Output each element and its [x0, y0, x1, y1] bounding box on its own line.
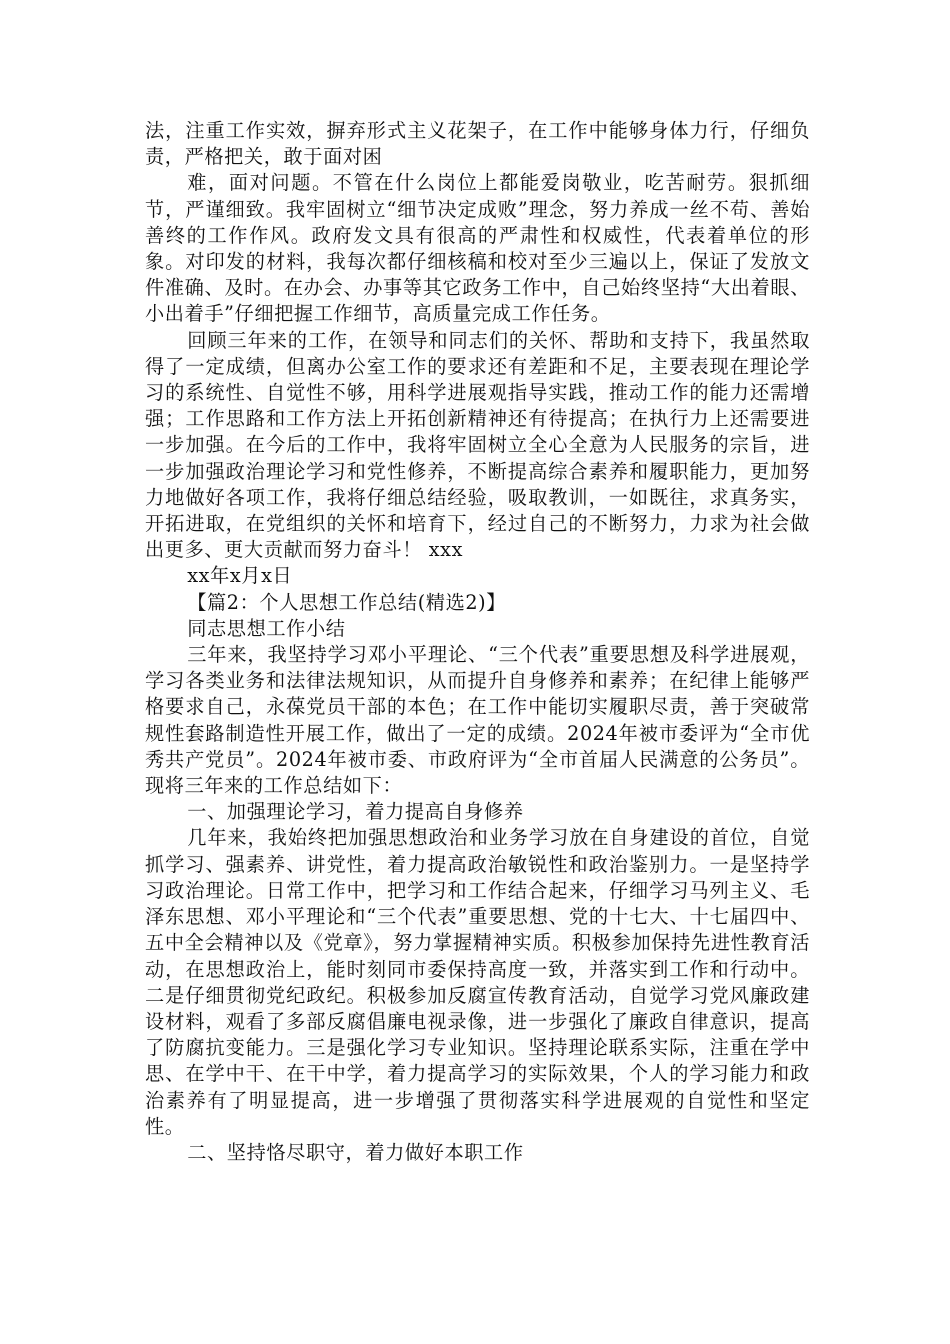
document-body [145, 118, 810, 1166]
section-title: 【篇2：个人思想工作总结(精选2)】 [187, 590, 507, 614]
paragraph-review: 回顾三年来的工作，在领导和同志们的关怀、帮助和支持下，我虽然取得了一定成绩，但离办公室工作的要求还有差距和不足，主要表现在理论学习的系统性、自觉性不够，用科学进展观指导实践，推动工作的能力还需增强；工作思路和工作方法上开拓创新精神还有待提高；在执行力上还需要进一步加强。在今后的工作中，我将牢固树立全心全意为人民服务的宗旨，进一步加强政治理论学习和党性修养，不断提高综合素养和履职能力，更加努力地做好各项工作，我将仔细总结经验，吸取教训，一如既往，求真务实，开拓进取，在党组织的关怀和培育下，经过自己的不断努力，力求为社会做出更多、更大贡献而努力奋斗！ xxx [145, 328, 810, 562]
heading-theory-study: 一、加强理论学习，着力提高自身修养 [187, 800, 524, 824]
heading-duties: 二、坚持恪尽职守，着力做好本职工作 [187, 1140, 524, 1164]
summary-title: 同志思想工作小结 [187, 616, 346, 640]
paragraph-theory-study: 几年来，我始终把加强思想政治和业务学习放在自身建设的首位，自觉抓学习、强素养、讲党性，着力提高政治敏锐性和政治鉴别力。一是坚持学习政治理论。日常工作中，把学习和工作结合起来，仔细学习马列主义、毛泽东思想、邓小平理论和“三个代表”重要思想、党的十七大、十七届四中、五中全会精神以及《党章》，努力掌握精神实质。积极参加保持先进性教育活动，在思想政治上，能时刻同市委保持高度一致，并落实到工作和行动中。二是仔细贯彻党纪政纪。积极参加反腐宣传教育活动，自觉学习党风廉政建设材料，观看了多部反腐倡廉电视录像，进一步强化了廉政自律意识，提高了防腐抗变能力。三是强化学习专业知识。坚持理论联系实际，注重在学中思、在学中干、在干中学，着力提高学习的实际效果，个人的学习能力和政治素养有了明显提高，进一步增强了贯彻落实科学进展观的自觉性和坚定性。 [145, 826, 810, 1138]
paragraph-work-details: 难，面对问题。不管在什么岗位上都能爱岗敬业，吃苦耐劳。狠抓细节，严谨细致。我牢固树立“细节决定成败”理念，努力养成一丝不苟、善始善终的工作作风。政府发文具有很高的严肃性和权威性，代表着单位的形象。对印发的材料，我每次都仔细核稿和校对至少三遍以上，保证了发放文件准确、及时。在办会、办事等其它政务工作中，自己始终坚持“大出着眼、小出着手”仔细把握工作细节，高质量完成工作任务。 [145, 171, 810, 326]
paragraph-intro: 三年来，我坚持学习邓小平理论、“三个代表”重要思想及科学进展观，学习各类业务和法律法规知识，从而提升自身修养和素养；在纪律上能够严格要求自己，永葆党员干部的本色；在工作中能切实履职尽责，善于突破常规性套路制造性开展工作，做出了一定的成绩。2024年被市委评为“全市优秀共产党员”。2024年被市委、市政府评为“全市首届人民满意的公务员”。现将三年来的工作总结如下： [145, 643, 810, 798]
paragraph-continued: 法，注重工作实效，摒弃形式主义花架子，在工作中能够身体力行，仔细负责，严格把关，敢于面对困 [145, 119, 810, 169]
date-line: xx年x月x日 [187, 564, 293, 588]
